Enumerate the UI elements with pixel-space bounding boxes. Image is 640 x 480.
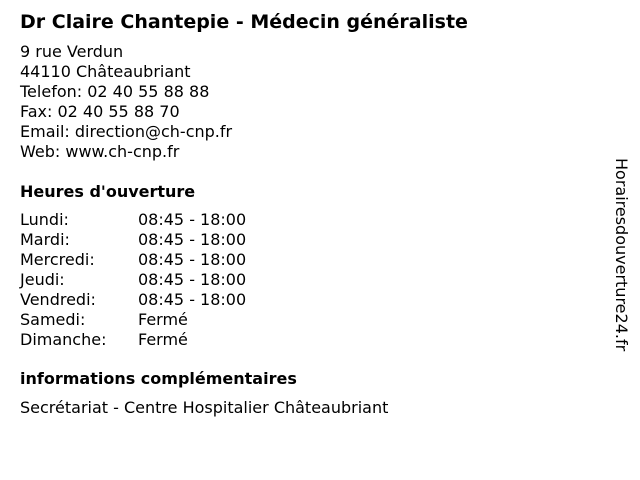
additional-info-heading: informations complémentaires (20, 369, 297, 388)
hours-row-sunday (20, 330, 600, 350)
day-label: Dimanche: (20, 330, 107, 349)
time-value: Fermé (138, 310, 188, 329)
website-link[interactable]: Web: www.ch-cnp.fr (20, 142, 180, 161)
opening-hours-table (20, 210, 600, 350)
business-card (20, 8, 600, 418)
day-label: Jeudi: (20, 270, 65, 289)
day-label: Vendredi: (20, 290, 96, 309)
phone-number[interactable]: Telefon: 02 40 55 88 88 (20, 82, 210, 101)
hours-row-saturday (20, 310, 600, 330)
additional-info-text: Secrétariat - Centre Hospitalier Châteaubriant (20, 398, 389, 417)
time-value: 08:45 - 18:00 (138, 290, 247, 309)
hours-row-monday (20, 210, 600, 230)
day-label: Mercredi: (20, 250, 95, 269)
address-city: 44110 Châteaubriant (20, 62, 191, 81)
day-label: Lundi: (20, 210, 69, 229)
page-title: Dr Claire Chantepie - Médecin généraliste (20, 11, 468, 33)
hours-row-friday (20, 290, 600, 310)
side-brand (600, 135, 640, 375)
hours-row-thursday (20, 270, 600, 290)
time-value: 08:45 - 18:00 (138, 230, 247, 249)
time-value: 08:45 - 18:00 (138, 250, 247, 269)
fax-number: Fax: 02 40 55 88 70 (20, 102, 180, 121)
time-value: Fermé (138, 330, 188, 349)
opening-hours-heading: Heures d'ouverture (20, 182, 196, 201)
email-link[interactable]: Email: direction@ch-cnp.fr (20, 122, 233, 141)
hours-row-wednesday (20, 250, 600, 270)
side-brand-text[interactable]: Horairesdouverture24.fr (612, 158, 631, 352)
time-value: 08:45 - 18:00 (138, 270, 247, 289)
day-label: Samedi: (20, 310, 86, 329)
contact-block (20, 42, 600, 162)
time-value: 08:45 - 18:00 (138, 210, 247, 229)
hours-row-tuesday (20, 230, 600, 250)
address-street: 9 rue Verdun (20, 42, 124, 61)
day-label: Mardi: (20, 230, 70, 249)
